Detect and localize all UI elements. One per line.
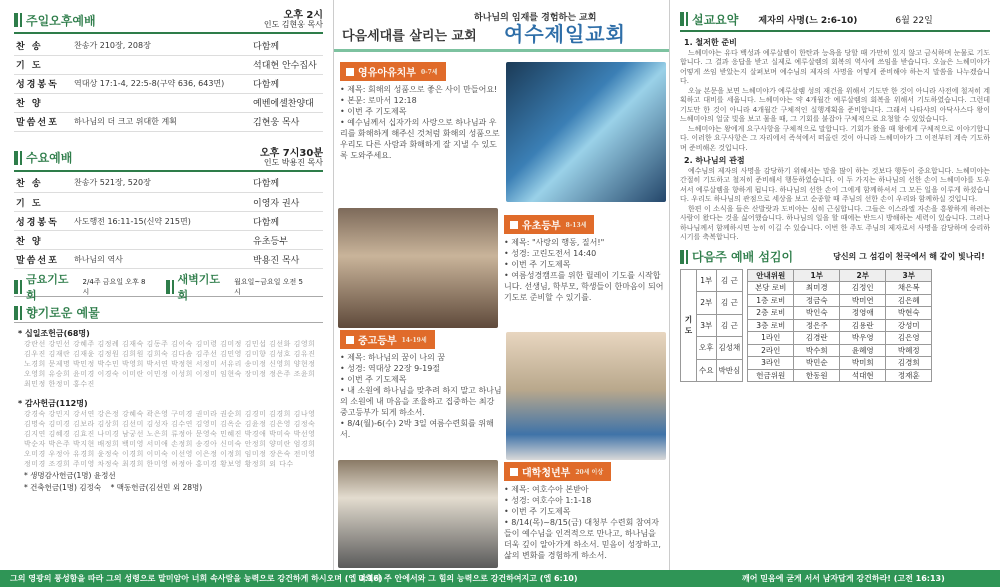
youth-photo [506,332,666,460]
duty-header-cell: 3부 [886,269,932,282]
sermon-topic: 제자의 사명(느 2:6-10) [758,15,858,26]
order-content: 사도행전 16:11-15(신약 215면) [72,212,251,231]
order-row [14,231,323,250]
order-who: 박용진 목사 [251,250,323,269]
duty-row [748,294,932,307]
order-who: 다함께 [251,36,323,55]
youth-item: • 이번 주 기도제목 [340,374,502,385]
order-row [14,212,323,231]
building-offering: * 건축헌금(1명) 김정숙 [24,483,102,492]
kinder-items [340,84,500,161]
duty-person: 김정인 [840,282,886,295]
tithe-names: 강란선 강민선 강혜주 김정례 김재숙 김동주 김이숙 김미령 김미정 김민섭 김선화 김영희 김우진 김재란 김재윤 김정원 김희원 김희숙 김다솜 김주선 김민영 김미향 김성호 김유진 노경희 문제명 박민정 박수민 박영희 박서연 박정현 서정미 서유리 송미정 신영희 양현정 오영희 유승희 윤미경 이경숙 이미란 이민정 이성희 이정미 임현숙 장미정 정은주 조윤희 최민정 한정미 홍수진 [24,340,316,388]
offering-title: 향기로운 예물 [14,303,323,323]
duty-person: 김은혜 [886,294,932,307]
next-week-verse: 당신의 그 섬김이 천국에서 해 같이 빛나리! [833,252,985,261]
college-items [504,484,666,561]
order-row [14,174,323,193]
kinder-item: • 본문: 로마서 12:18 [340,95,500,106]
elem-item: • 여름성경캠프를 위한 릴레이 기도를 시작합니다. 선생님, 학부모, 학생들이 한마음이 되어 기도로 준비할 수 있기를. [504,270,666,303]
duty-person: 김경희 [886,357,932,370]
church-name: 여수제일교회 [504,22,626,46]
youth-item: • 내 소원에 하나님을 맞추려 하지 말고 하나님의 소원에 내 마음을 조율하고 집중하는 최강중고등부가 되게 하소서. [340,385,502,418]
sunday-service-header [14,8,323,34]
college-tag: 대학청년부 20세 이상 [504,462,611,481]
elem-item: • 제목: "사랑의 행동, 질서!" [504,237,666,248]
wednesday-order-table [14,174,323,270]
college-photo [338,460,498,568]
bar-icon [172,280,174,294]
duty-header-cell: 1부 [794,269,840,282]
duty-position: 3층 로비 [748,319,794,332]
order-row [14,74,323,93]
order-label: 찬 송 [14,174,72,193]
kinder-item: • 제목: 회해의 성품으로 좋은 사이 만들어요! [340,84,500,95]
order-label: 말씀선포 [14,250,72,269]
duty-person: 최미경 [794,282,840,295]
role-side-label: 기 도 [681,269,697,382]
role-service: 1부 [697,269,717,292]
sunday-order-table [14,36,323,132]
bar-icon [20,306,22,320]
order-who: 다함께 [251,174,323,193]
kinder-item: • 예수님께서 십자가의 사랑으로 하나님과 우리를 화해하게 해주신 것처럼 화해의 성품으로 우리도 다른 사람과 화해하게 잘 지낼 수 있도록 도와주세요. [340,117,500,161]
role-service: 수요 [697,359,717,382]
duty-table [747,269,932,383]
bar-icon [14,151,18,165]
sermon-body [680,38,990,243]
sermon-header [680,8,990,32]
thanks-label: * 감사헌금(112명) [18,399,88,408]
order-content [72,55,251,74]
duty-header-cell: 2부 [840,269,886,282]
order-content: 찬송가 521장, 520장 [72,174,251,193]
role-person: 김 근 [716,314,743,337]
duty-position: 1층 로비 [748,294,794,307]
kinder-section [340,62,500,161]
middle-column [333,0,670,570]
elem-tag: 유초등부 8-13세 [504,215,594,234]
sermon-paragraph: 한편 이 소식을 들은 산발랏과 도비야는 심히 근심합니다. 그들은 이스라엘 자손을 흥왕하게 하려는 사람이 왔다는 것을 싫어했습니다. 하나님의 일을 할 때에는 반드시 방해하는 세력이 있습니다. 그러나 하나님께서 함께하시면 능히 이길 수 있습니다. 이번 한 주도 주님의 제자로서 사명을 감당하며 승리하시기를 축복합니다. [680,204,990,241]
duty-person: 김용란 [840,319,886,332]
bar-icon [20,280,22,294]
duty-person: 채은복 [886,282,932,295]
right-column [670,0,1000,570]
duty-person: 박인숙 [794,307,840,320]
duty-person: 정은주 [794,319,840,332]
sunday-preacher: 인도 김현웅 목사 [263,20,323,30]
role-person: 김 근 [716,292,743,315]
bar-icon [14,13,18,27]
duty-header-cell: 안내위원 [748,269,794,282]
elem-item: • 이번 주 기도제목 [504,259,666,270]
sermon-title: 설교요약 [692,12,739,27]
thanks-names: 강경숙 강민지 강서연 강은정 강혜숙 곽은영 구미경 권미라 권순희 김경미 김경희 김나영 김명숙 김미경 김보라 김상희 김선미 김성자 김수연 김영미 김옥순 김윤정 김은영 김정숙 김지연 김혜경 김효진 나미경 남궁선 노은희 류정아 문영숙 민혜진 박경애 박미숙 박선영 박순자 박은주 박지현 배정희 백미영 서미애 손정희 송경아 신미숙 안정희 양미란 엄경희 오미경 우정아 유경희 윤정숙 이경희 이미숙 이선영 이은정 이정희 임미정 장은숙 전미영 정미경 조경희 주미영 차정숙 최경희 한미영 허정아 홍미경 황보영 황정희 외 다수 [24,410,316,468]
youth-items [340,352,502,440]
next-week-header [680,247,990,267]
kinder-item: • 이번 주 기도제목 [340,106,500,117]
wednesday-time: 오후 7시30분 [260,147,323,159]
duty-header-row [748,269,932,282]
order-row [14,55,323,74]
sermon-date: 6월 22일 [895,15,933,26]
duty-person: 김은영 [886,332,932,345]
order-label: 찬 양 [14,231,72,250]
friday-prayer-time: 2/4주 금요일 오후 8시 [82,277,146,296]
youth-section [340,330,502,440]
duty-person: 한동원 [794,369,840,382]
wednesday-preacher: 인도 박용진 목사 [263,157,323,167]
order-who: 김현웅 목사 [251,112,323,131]
order-who: 석대현 안수집사 [251,55,323,74]
elem-items [504,237,666,303]
role-service: 3부 [697,314,717,337]
duty-person: 박우영 [840,332,886,345]
order-content [72,193,251,212]
duty-position: 헌금위원 [748,369,794,382]
youth-tag: 중고등부 14-19세 [340,330,435,349]
kinder-tag: 영유아유치부 0-7세 [340,62,446,81]
kinder-photo [506,62,666,202]
bar-icon [20,151,22,165]
order-row [14,93,323,112]
duty-position: 2층 로비 [748,307,794,320]
role-person: 김성채 [716,337,743,360]
bar-icon [14,306,18,320]
duty-person: 정영애 [840,307,886,320]
order-label: 성경봉독 [14,212,72,231]
sunday-service-title: 주일오후예배 [14,12,96,29]
life-thanks-offering: * 생명감사헌금(1명) 윤정선 [24,471,116,480]
duty-person: 박현숙 [886,307,932,320]
duty-position: 1라인 [748,332,794,345]
order-label: 찬 송 [14,36,72,55]
duty-position: 본당 로비 [748,282,794,295]
college-item: • 제목: 여호수아 본받아 [504,484,666,495]
order-content: 하나님의 더 크고 위대한 계획 [72,112,251,131]
order-content: 역대상 17:1-4, 22:5-8(구약 636, 643면) [72,74,251,93]
duty-person: 김경란 [794,332,840,345]
order-row [14,36,323,55]
footer-verses [0,570,1000,587]
sermon-paragraph: 느헤미야는 유다 백성과 예루살렘이 한탄과 능욕을 당할 때 가만히 있지 않고 금식하며 눈물로 기도합니다. 그 결과 응답을 받고 실제로 예루살렘의 회복의 역사에 쓰임을 받습니다. 오늘은 느헤미야가 어떻게 쓰임 받았는지 살펴보며 예수님의 제자의 사명을 어떻게 준비해야 하는지 말씀을 나누겠습니다. [680,48,990,85]
bar-icon [680,12,684,26]
college-item: • 성경: 여호수아 1:1-18 [504,495,666,506]
role-service: 2부 [697,292,717,315]
college-section [504,462,666,561]
order-who: 유초등부 [251,231,323,250]
order-content: 하나님의 역사 [72,250,251,269]
role-row [681,269,743,292]
prayer-meetings [14,272,323,302]
duty-person: 정재훈 [886,369,932,382]
elem-item: • 성경: 고린도전서 14:40 [504,248,666,259]
dawn-prayer-title: 새벽기도회 [177,272,221,302]
youth-item: • 제목: 하나님의 꿈이 나의 꿈 [340,352,502,363]
bar-icon [166,280,170,294]
wednesday-service-title: 수요예배 [14,149,72,166]
role-person: 김 근 [716,269,743,292]
role-person: 박반심 [716,359,743,382]
role-service: 오후 [697,337,717,360]
college-item: • 8/14(목)~8/15(금) 대청부 수련회 참여자들이 예수님을 인격적으로 만나고, 하나님을 더욱 깊이 알아가게 하소서. 믿음이 성장하고, 삶의 변화를 경험하게 하소서. [504,517,666,561]
square-icon [346,68,354,76]
church-subtitle: 하나님의 임재를 경험하는 교회 [474,13,597,23]
friday-prayer-title: 금요기도회 [25,272,69,302]
duty-row [748,357,932,370]
order-row [14,112,323,131]
order-label: 기 도 [14,55,72,74]
order-who: 다함께 [251,74,323,93]
order-label: 기 도 [14,193,72,212]
duty-person: 박수희 [794,344,840,357]
college-item: • 이번 주 기도제목 [504,506,666,517]
bar-icon [14,280,18,294]
square-icon [510,221,518,229]
duty-row [748,332,932,345]
church-slogan: 다음세대를 살리는 교회 [342,29,477,44]
dawn-prayer-time: 월요일~금요일 오전 5시 [234,277,303,296]
duty-row [748,319,932,332]
other-offering: * 맥동헌금(김선민 외 28명) [110,483,203,492]
sermon-heading-2: 2. 하나님의 관점 [684,156,745,165]
youth-item: • 8/4(월)-6(수) 2박 3일 여름수련회를 위해서. [340,418,502,440]
order-label: 말씀선포 [14,112,72,131]
sermon-paragraph: 예수님의 제자의 사명을 감당하기 위해서는 말을 많이 하는 것보다 행동이 중요합니다. 느헤미야는 간절히 기도하고 철저히 준비해서 행동하였습니다. 이 두 가지는 하나님의 선한 손이 느헤미야를 도우셔서 예루살렘을 향하게 됩니다. 하나님의 선한 손이 그에게 함께하셔서 그 모든 일을 이루게 하셨습니다. 우리도 하나님의 관점으로 세상을 보고 순종할 때 주님의 선한 손이 우리와 함께하실 것입니다. [680,166,990,203]
bar-icon [20,13,22,27]
sunday-time: 오후 2시 [283,10,323,22]
next-week-title: 다음주 예배 섬김이 [692,250,794,264]
order-row [14,250,323,269]
duty-person: 석대현 [840,369,886,382]
square-icon [346,336,354,344]
masthead [334,0,669,52]
tithe-label: * 십일조헌금(68명) [18,329,90,338]
duty-row [748,344,932,357]
duty-person: 박미희 [840,357,886,370]
offering-list [14,329,323,493]
square-icon [510,468,518,476]
prayer-roles-table [680,269,743,383]
duty-position: 3라인 [748,357,794,370]
order-row [14,193,323,212]
order-content [72,93,251,112]
youth-item: • 성경: 역대상 22장 9-19절 [340,363,502,374]
order-label: 성경봉독 [14,74,72,93]
order-who: 예벤에셀찬양대 [251,93,323,112]
bar-icon [686,12,688,26]
elem-section [504,215,666,303]
bar-icon [680,250,684,264]
sermon-heading-1: 1. 철저한 준비 [684,38,737,47]
duty-person: 정금숙 [794,294,840,307]
duty-person: 강성미 [886,319,932,332]
duty-row [748,307,932,320]
sermon-paragraph: 오늘 본문을 보면 느헤미야가 예루살렘 성의 재건을 위해서 기도만 한 것이 아니라 사전에 철저히 계획하고 대비를 세웁니다. 느헤미야는 약 4개월간 예루살렘의 회복을 위해서 기도하였습니다. 그런데 기도만 한 것이 아니라 4개월간 구체적인 실행계획을 준비합니다. 그래서 나타샤의 아닥사스다 왕이 느헤미야의 얼굴 빛을 보고 물을 때, 그 기회를 붙잡아 구체적으로 요청할 수 있었습니다. [680,86,990,123]
duty-person: 윤혜영 [840,344,886,357]
footer-verse-mid: 너희가 주 안에서와 그 힘의 능력으로 강건하여지고 (엡 6:10) [358,574,578,583]
bar-icon [686,250,688,264]
duty-row [748,369,932,382]
order-label: 찬 양 [14,93,72,112]
duty-person: 박민순 [794,357,840,370]
order-who: 이영자 권사 [251,193,323,212]
footer-verse-right: 깨어 믿음에 굳게 서서 남자답게 강건하라! (고전 16:13) [742,574,945,583]
order-content [72,231,251,250]
duty-row [748,282,932,295]
duty-position: 2라인 [748,344,794,357]
left-column [0,0,333,570]
next-week-tables [680,269,990,383]
wednesday-service-header [14,146,323,172]
order-who: 다함께 [251,212,323,231]
duty-person: 박혜정 [886,344,932,357]
order-content: 찬송가 210장, 208장 [72,36,251,55]
sermon-paragraph: 느헤미야는 왕에게 요구사항을 구체적으로 말합니다. 기회가 왔을 때 왕에게 구체적으로 이야기합니다. 이러한 요구사항은 그 자리에서 즉석에서 떠올린 것이 아니라 느헤미야가 그 이전부터 계속 기도하며 준비해온 것입니다. [680,124,990,152]
duty-person: 박미연 [840,294,886,307]
elem-photo [338,208,498,328]
footer-verse-left: 그의 영광의 풍성함을 따라 그의 성령으로 말미암아 너희 속사람을 능력으로 강건하게 하시오며 (엡 3:16) [10,574,383,583]
